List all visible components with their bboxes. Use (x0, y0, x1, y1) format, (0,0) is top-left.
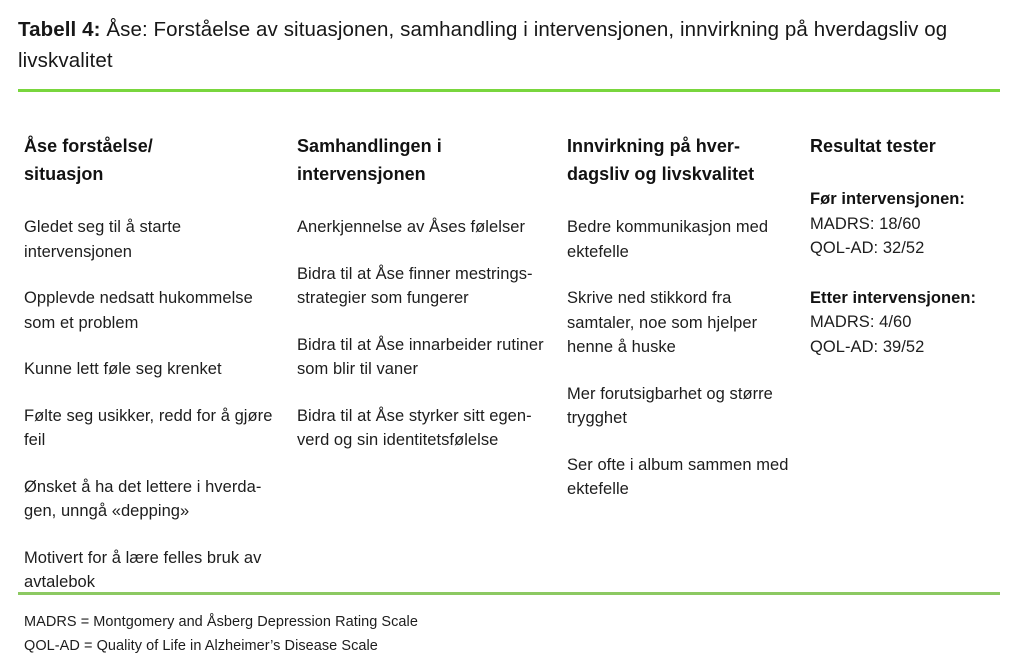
list-item: Gledet seg til å starte intervensjonen (24, 218, 182, 261)
column-header-line-1: Innvirkning på hver- (567, 136, 741, 156)
list-item: Bidra til at Åse finner mestrings-strategier som fungerer (297, 264, 533, 307)
list-item: Følte seg usikker, redd for å gjøre feil (24, 406, 273, 449)
list-item: Bedre kommunikasjon med ektefelle (567, 218, 769, 261)
list-item: Opplevde nedsatt hukommelse som et problem (24, 289, 253, 332)
list-item: Bidra til at Åse innarbeider rutiner som blir til vaner (297, 335, 544, 378)
table-column-innvirkning (567, 132, 799, 502)
bottom-divider-rule (18, 592, 1000, 595)
table-column-forstaelse (24, 132, 286, 595)
table-title-block (18, 14, 1004, 76)
column-header-line-2: situasjon (24, 164, 104, 184)
table-body (0, 132, 1024, 591)
list-item: Motivert for å lære felles bruk av avtalebok (24, 548, 262, 591)
column-header-resultat (810, 132, 1010, 160)
result-value-madrs: MADRS: 4/60 (810, 313, 912, 331)
table-column-resultat (810, 132, 1010, 359)
column-header-samhandling (297, 132, 559, 188)
table-title-text: Åse: Forståelse av situasjonen, samhandling i intervensjonen, innvirkning på hverdagsliv og livskvalitet (18, 18, 948, 72)
list-item: Ser ofte i album sammen med ektefelle (567, 455, 789, 498)
result-value-madrs: MADRS: 18/60 (810, 214, 921, 233)
result-group-label: Etter intervensjonen: (810, 288, 977, 307)
column-entries-resultat (810, 187, 1010, 359)
list-item: Kunne lett føle seg krenket (24, 360, 222, 378)
top-divider-rule (18, 89, 1000, 92)
column-header-line-2: dagsliv og livskvalitet (567, 164, 755, 184)
list-item: Bidra til at Åse styrker sitt egen-verd og sin identitetsfølelse (297, 406, 532, 449)
result-value-qolad: QOL-AD: 32/52 (810, 239, 925, 257)
column-entries-forstaelse (24, 215, 286, 595)
list-item: Mer forutsigbarhet og større trygghet (567, 384, 773, 427)
result-group-label: Før intervensjonen: (810, 190, 965, 208)
result-group-before (810, 187, 1010, 261)
result-group-after (810, 286, 1010, 360)
column-header-line-1: Resultat tester (810, 136, 936, 156)
footnote-qolad: QOL-AD = Quality of Life in Alzheimer’s Disease Scale (24, 638, 378, 654)
column-header-forstaelse (24, 132, 286, 188)
list-item: Skrive ned stikkord fra samtaler, noe som hjelper henne å huske (567, 289, 758, 356)
column-entries-innvirkning (567, 215, 799, 502)
table-number: Tabell 4: (18, 18, 101, 41)
column-entries-samhandling (297, 215, 559, 453)
column-header-line-1: Samhandlingen i (297, 136, 442, 156)
table-column-samhandling (297, 132, 559, 453)
page-title (18, 14, 1004, 76)
column-header-line-1: Åse forståelse/ (24, 136, 153, 156)
list-item: Anerkjennelse av Åses følelser (297, 218, 526, 236)
column-header-line-2: intervensjonen (297, 164, 426, 184)
list-item: Ønsket å ha det lettere i hverda-gen, unngå «depping» (24, 477, 262, 520)
table-footnotes (24, 610, 824, 658)
column-header-innvirkning (567, 132, 799, 188)
footnote-madrs: MADRS = Montgomery and Åsberg Depression Rating Scale (24, 614, 418, 630)
result-value-qolad: QOL-AD: 39/52 (810, 337, 925, 356)
